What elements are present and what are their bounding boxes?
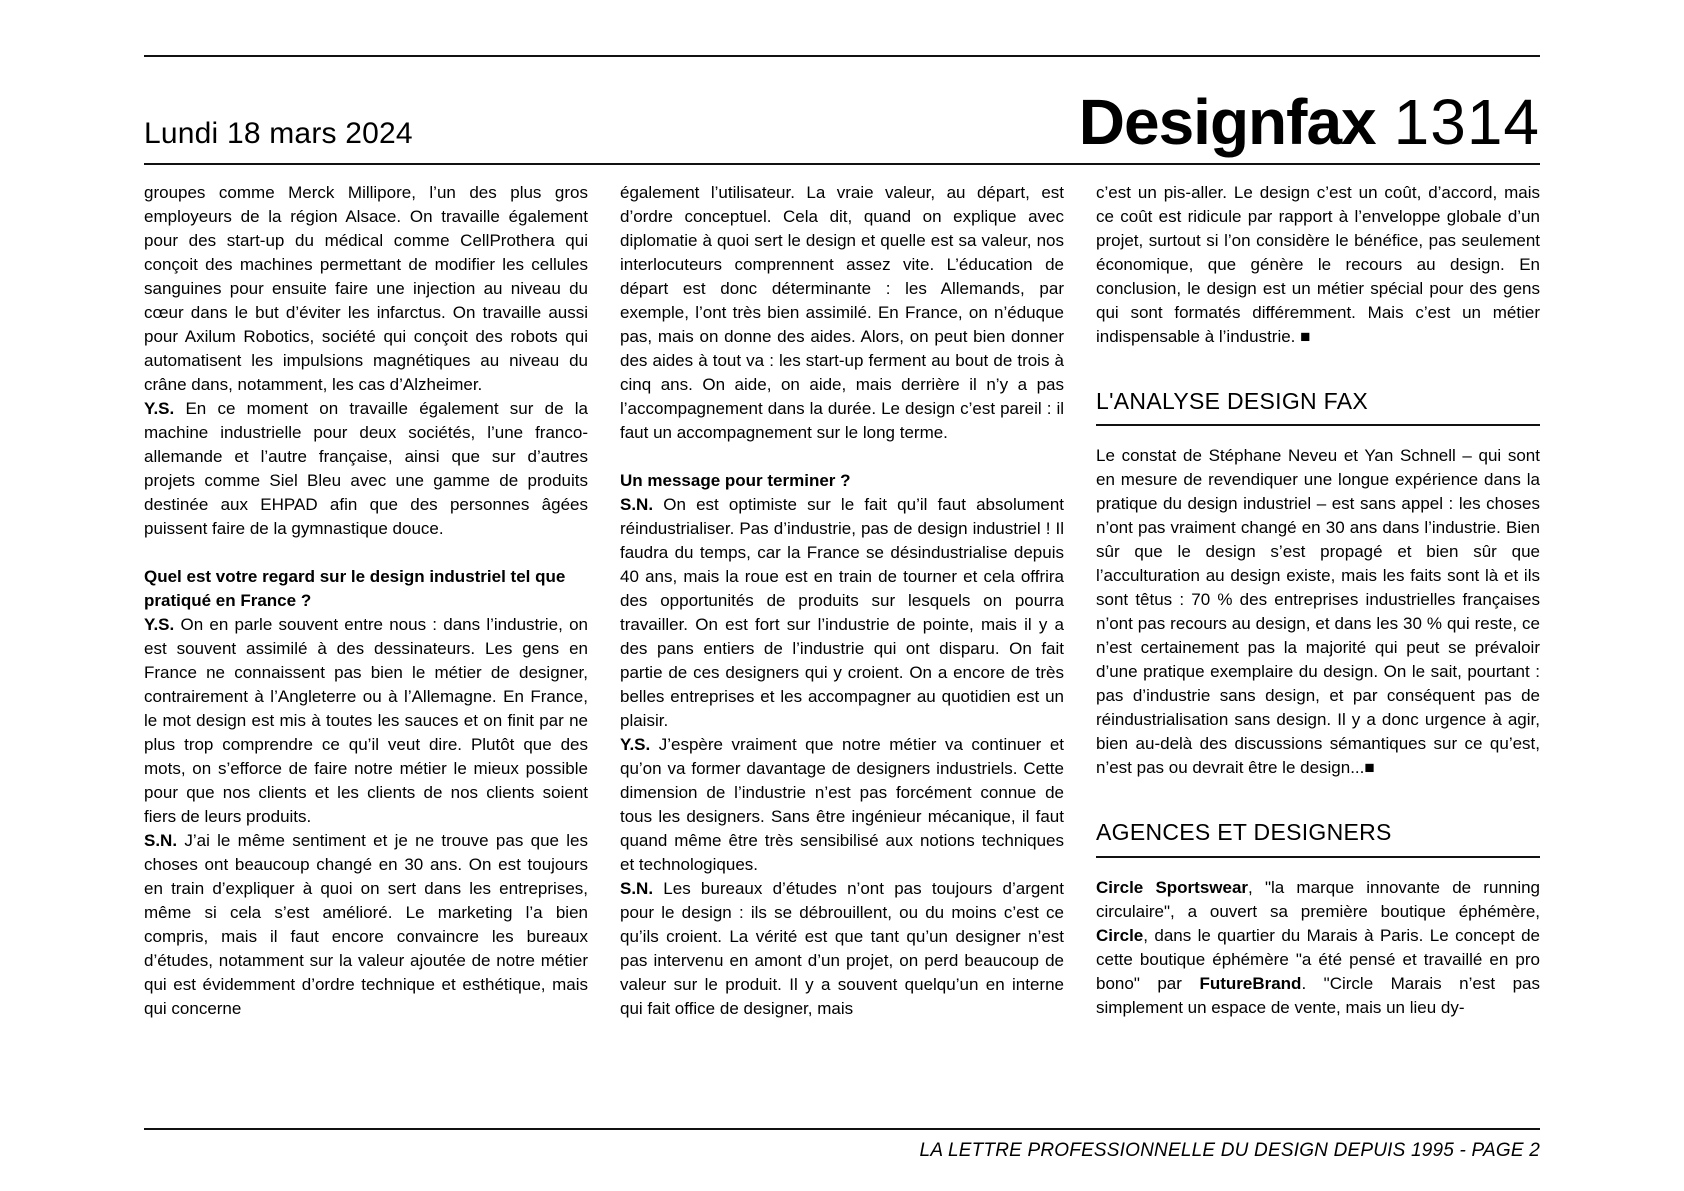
page-footer — [144, 1128, 1540, 1162]
paragraph: S.N. On est optimiste sur le fait qu’il faut absolument réindustrialiser. Pas d’industrie, pas de design industriel ! Il faudra du temps, car la France se désindustrialise depuis 40 ans, mais la roue est en train de tourner et cela offrira des opportunités de produits sur lesquels on pourra travailler. On est fort sur l’industrie de pointe, mais il y a des pans entiers de l’industrie qui ont disparu. On fait partie de ces designers qui y croient. On a encore de très belles entreprises et les accompagner au quotidien est un plaisir. — [620, 495, 1064, 730]
paragraph: S.N. Les bureaux d’études n’ont pas toujours d’argent pour le design : ils se débrouillent, ou du moins c’est ce qu’ils croient. La vérité est que tant qu’un designer n’est pas intervenu en amont d’un projet, on perd beaucoup de valeur sur le produit. Il y a souvent quelqu’un en interne qui fait office de designer, mais — [620, 879, 1064, 1018]
column-3 — [1096, 181, 1540, 1121]
paragraph: Y.S. On en parle souvent entre nous : dans l’industrie, on est souvent assimilé à des dessinateurs. Les gens en France ne connaissent pas bien le métier de designer, contrairement à l’Angleterre ou à l’Allemagne. En France, le mot design est mis à toutes les sauces et on finit par ne plus trop comprendre ce qu’il veut dire. Plutôt que des mots, on s’efforce de faire notre métier le mieux possible pour que nos clients et les clients de nos clients soient fiers de leurs produits. — [144, 615, 588, 826]
article-columns — [144, 181, 1540, 1121]
column-2 — [620, 181, 1064, 1121]
brand-block — [1079, 85, 1540, 159]
brand-title: Designfax — [1078, 86, 1376, 158]
column-1 — [144, 181, 588, 1121]
question-heading: Un message pour terminer ? — [620, 471, 851, 490]
paragraph: c’est un pis-aller. Le design c’est un coût, d’accord, mais ce coût est ridicule par rapport à l’enveloppe globale d’un projet, surtout si l’on considère le bénéfice, pas seulement économique, que génère le recours au design. En conclusion, le design est un métier spécial pour des gens qui sont formatés différemment. Mais c’est un métier indispensable à l’industrie. ■ — [1096, 183, 1540, 346]
issue-date: Lundi 18 mars 2024 — [144, 117, 413, 150]
paragraph: également l’utilisateur. La vraie valeur, au départ, est d’ordre conceptuel. Cela dit, quand on explique avec diplomatie à quoi sert le design et quelle est sa valeur, nos interlocuteurs comprennent assez vite. L’éducation de départ est donc déterminante : les Allemands, par exemple, l’ont très bien assimilé. En France, on n’éduque pas, mais on donne des aides. Alors, on peut bien donner des aides à tout va : les start-up ferment au bout de trois à cinq ans. On aide, on aide, mais derrière il n’y a pas l’accompagnement dans la durée. Le design c’est pareil : il faut un accompagnement sur le long terme. — [620, 183, 1064, 442]
paragraph: Le constat de Stéphane Neveu et Yan Schnell – qui sont en mesure de revendiquer une longue expérience dans la pratique du design industriel – est sans appel : les choses n’ont pas vraiment changé en 30 ans dans l’industrie. Bien sûr que le design s’est propagé et bien sûr que l’acculturation au design existe, mais les faits sont là et ils sont têtus : 70 % des entreprises industrielles françaises n’ont pas recours au design, et dans les 30 % qui reste, ce n’est certainement pas la majorité qui peut se prévaloir d’une pratique exemplaire du design. On le sait, pourtant : pas d’industrie sans design, et par conséquent pas de réindustrialisation sans design. Il y a donc urgence à agir, bien au-delà des discussions sémantiques sur ce qu’est, n’est pas ou devrait être le design...■ — [1096, 446, 1540, 778]
paragraph: groupes comme Merck Millipore, l’un des plus gros employeurs de la région Alsace. On travaille également pour des start-up du médical comme CellProthera qui conçoit des machines permettant de modifier les cellules sanguines pour ensuite faire une injection au niveau du cœur dans le but d’éviter les infarctus. On travaille aussi pour Axilum Robotics, société qui conçoit des robots qui automatisent les impulsions magnétiques au niveau du crâne dans, notamment, les cas d’Alzheimer. — [144, 183, 588, 394]
paragraph: Y.S. J’espère vraiment que notre métier va continuer et qu’on va former davantage de designers industriels. Cette dimension de l’industrie n’est pas forcément connue de tous les designers. Sans être ingénieur mécanique, il faut quand même être très sensibilisé aux notions techniques et technologiques. — [620, 735, 1064, 874]
paragraph: Y.S. En ce moment on travaille également sur de la machine industrielle pour deux sociétés, l’une franco-allemande et l’autre française, ainsi que sur d’autres projets comme Siel Bleu avec une gamme de produits destinée aux EHPAD afin que des personnes âgées puissent faire de la gymnastique douce. — [144, 399, 588, 538]
issue-number: 1314 — [1393, 86, 1540, 158]
masthead — [144, 57, 1540, 163]
paragraph: Circle Sportswear, "la marque innovante de running circulaire", a ouvert sa première boutique éphémère, Circle, dans le quartier du Marais à Paris. Le concept de cette boutique éphémère "a été pensé et travaillé en pro bono" par FutureBrand. "Circle Marais n’est pas simplement un espace de vente, mais un lieu dy- — [1096, 877, 1540, 1017]
section-heading: L'ANALYSE DESIGN FAX — [1096, 389, 1540, 426]
paragraph: S.N. J’ai le même sentiment et je ne trouve pas que les choses ont beaucoup changé en 30 ans. On est toujours en train d’expliquer à quoi on sert dans les entreprises, même si cela s’est amélioré. Le marketing l’a bien compris, mais il faut encore convaincre les bureaux d’études, notamment sur la valeur ajoutée de notre métier qui est évidemment d’ordre technique et esthétique, mais qui concerne — [144, 831, 588, 1018]
question-heading: Quel est votre regard sur le design industriel tel que pratiqué en France ? — [144, 567, 566, 610]
footer-tagline: LA LETTRE PROFESSIONNELLE DU DESIGN DEPUIS 1995 - PAGE 2 — [919, 1140, 1540, 1161]
section-heading: AGENCES ET DESIGNERS — [1096, 820, 1540, 857]
masthead-rule — [144, 163, 1540, 165]
